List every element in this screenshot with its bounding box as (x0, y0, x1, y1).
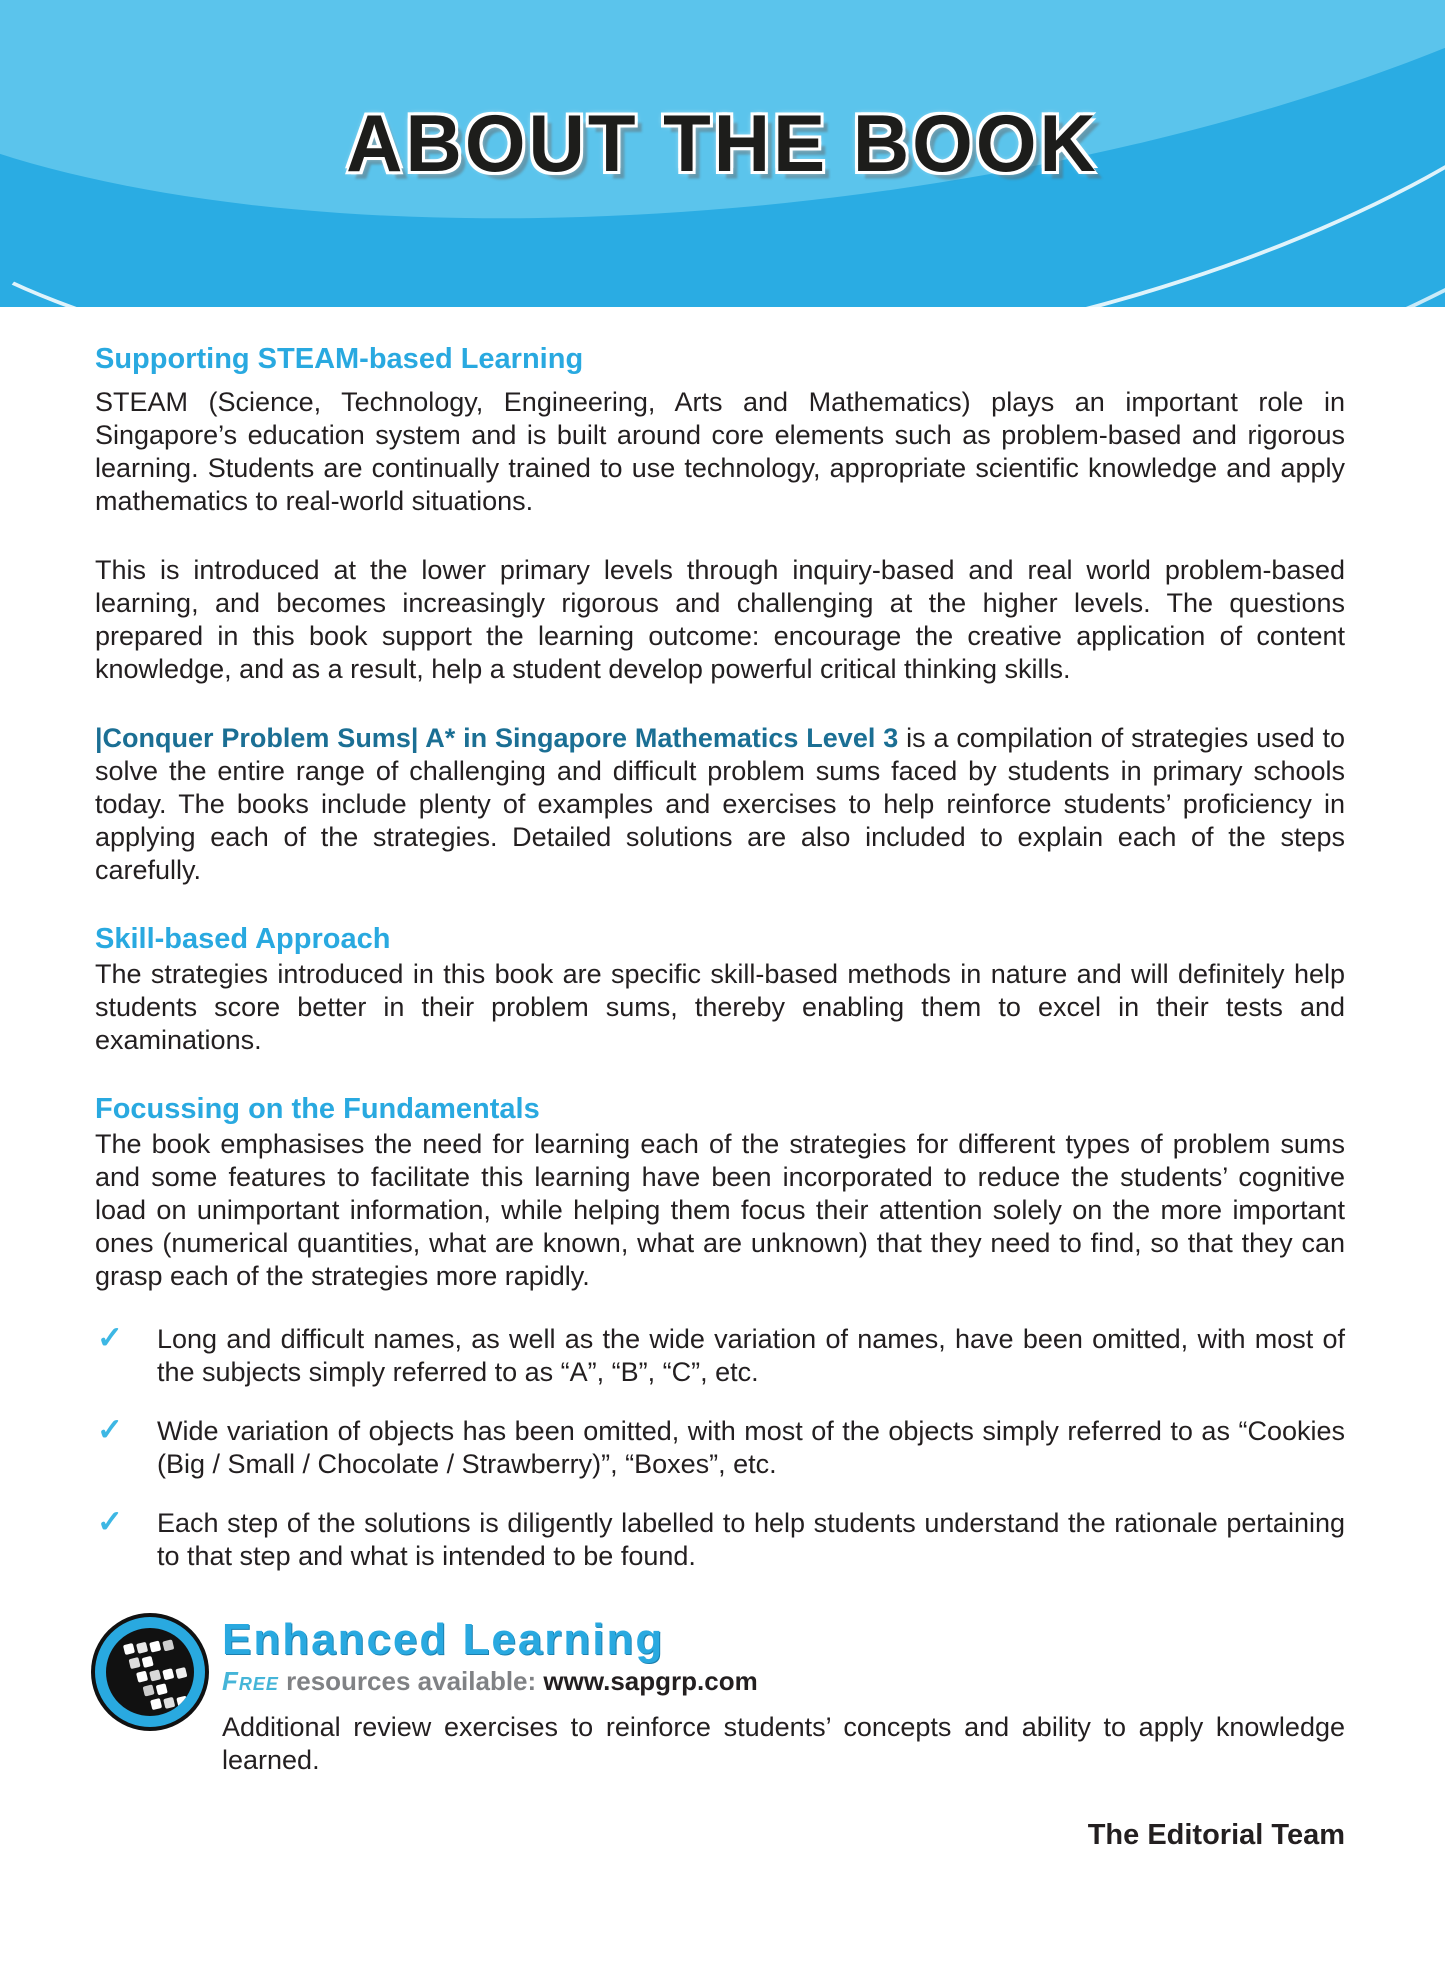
book-title-text: |Conquer Problem Sums| A* in Singapore Mathematics Level 3 (95, 723, 899, 753)
paragraph-skill: The strategies introduced in this book are specific skill-based methods in nature and will definitely help students score better in their problem sums, thereby enabling them to excel in their tests and examinations. (95, 959, 1345, 1055)
free-resources-line (222, 1665, 1345, 1697)
feature-list (95, 1320, 1345, 1573)
page-content (0, 307, 1445, 1852)
enhanced-learning-title: Enhanced Learning (222, 1615, 665, 1664)
paragraph-conquer (95, 722, 1345, 887)
free-label: Free (222, 1666, 279, 1696)
list-item-text: Each step of the solutions is diligently labelled to help students understand the rationale pertaining to that step and what is intended to be found. (157, 1508, 1345, 1571)
list-item-text: Long and difficult names, as well as the wide variation of names, have been omitted, with most of the subjects simply referred to as “A”, “B”, “C”, etc. (157, 1324, 1345, 1387)
list-item (95, 1320, 1345, 1389)
resources-label: resources available: (278, 1666, 544, 1696)
paragraph-conquer-rest: is a compilation of strategies used to solve the entire range of challenging and difficult problem sums faced by students in primary schools today. The books include plenty of examples and exercises to help reinforce students’ proficiency in applying each of the strategies. Detailed solutions are also included to explain each of the steps carefully. (95, 723, 1346, 885)
paragraph-fundamentals: The book emphasises the need for learning each of the strategies for different types of problem sums and some features to facilitate this learning have been incorporated to reduce the students’ cognitive load on unimportant information, while helping them focus their attention solely on the more important ones (numerical quantities, what are known, what are unknown) that they need to find, so that they can grasp each of the strategies more rapidly. (95, 1129, 1345, 1291)
enhanced-learning-logo-icon (95, 1617, 205, 1727)
enhanced-learning-section (95, 1615, 1345, 1777)
logo-pixel-pattern (123, 1643, 135, 1655)
editorial-team-signature: The Editorial Team (1087, 1819, 1345, 1851)
heading-fundamentals: Focussing on the Fundamentals (95, 1093, 540, 1125)
list-item (95, 1412, 1345, 1481)
heading-skill: Skill-based Approach (95, 923, 391, 955)
list-item-text: Wide variation of objects has been omitted, with most of the objects simply referred to as “Cookies (Big / Small / Chocolate / Strawberry)”, “Boxes”, etc. (157, 1416, 1345, 1479)
header-banner (0, 0, 1445, 307)
page-title: ABOUT THE BOOK (346, 97, 1099, 189)
check-icon: ✓ (97, 1412, 123, 1447)
heading-steam: Supporting STEAM-based Learning (95, 343, 584, 375)
paragraph-enhanced: Additional review exercises to reinforce students’ concepts and ability to apply knowledge learned. (222, 1712, 1345, 1775)
paragraph-steam-1: STEAM (Science, Technology, Engineering, Arts and Mathematics) plays an important role in Singapore’s education system and is built around core elements such as problem-based and rigorous learning. Students are continually trained to use technology, appropriate scientific knowledge and apply mathematics to real-world situations. (95, 387, 1345, 516)
website-url: www.sapgrp.com (543, 1666, 758, 1696)
check-icon: ✓ (97, 1504, 123, 1539)
list-item (95, 1504, 1345, 1573)
enhanced-learning-text (222, 1615, 1345, 1777)
check-icon: ✓ (97, 1320, 123, 1355)
paragraph-steam-2: This is introduced at the lower primary levels through inquiry-based and real world problem-based learning, and becomes increasingly rigorous and challenging at the higher levels. The questions prepared in this book support the learning outcome: encourage the creative application of content knowledge, and as a result, help a student develop powerful critical thinking skills. (95, 555, 1345, 684)
